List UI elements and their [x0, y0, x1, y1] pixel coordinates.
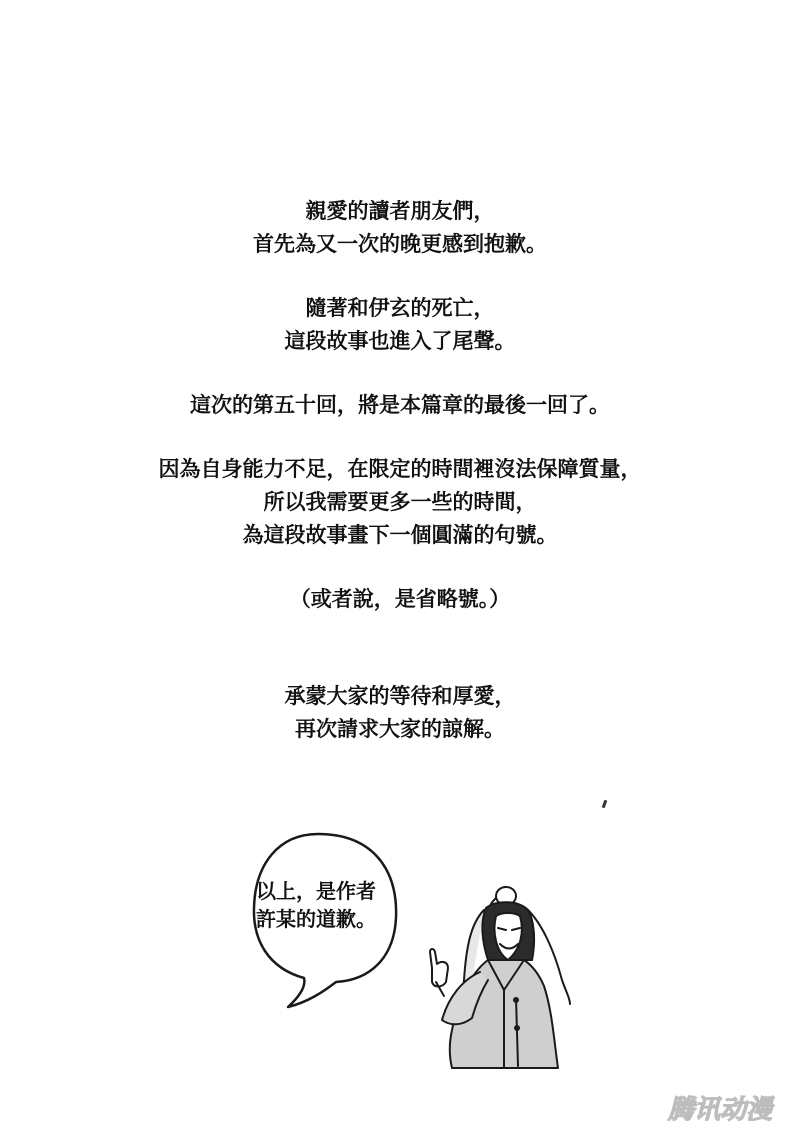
- notice-line: 親愛的讀者朋友們，: [305, 199, 495, 223]
- bubble-line: 以上，是作者: [256, 879, 376, 903]
- tencent-comics-watermark: [650, 1088, 790, 1128]
- ink-speck: [602, 800, 608, 809]
- notice-line: 首先為又一次的晚更感到抱歉。: [253, 232, 547, 256]
- apology-notice: [0, 195, 800, 746]
- notice-line: 這次的第五十回，將是本篇章的最後一回了。: [190, 393, 610, 417]
- notice-line: （或者說，是省略號。）: [289, 587, 511, 611]
- notice-line: 再次請求大家的諒解。: [295, 717, 505, 741]
- notice-line: 所以我需要更多一些的時間，: [263, 490, 537, 514]
- notice-line: 為這段故事畫下一個圓滿的句號。: [242, 523, 558, 547]
- notice-line: 承蒙大家的等待和厚愛，: [284, 684, 516, 708]
- notice-line: 隨著和伊玄的死亡，: [305, 296, 495, 320]
- watermark-text: 腾讯动漫: [667, 1095, 773, 1125]
- notice-line: 因為自身能力不足，在限定的時間裡沒法保障質量，: [158, 457, 642, 481]
- bubble-line: 許某的道歉。: [256, 907, 376, 931]
- notice-line: 這段故事也進入了尾聲。: [284, 329, 516, 353]
- author-character-illustration: [392, 880, 572, 1070]
